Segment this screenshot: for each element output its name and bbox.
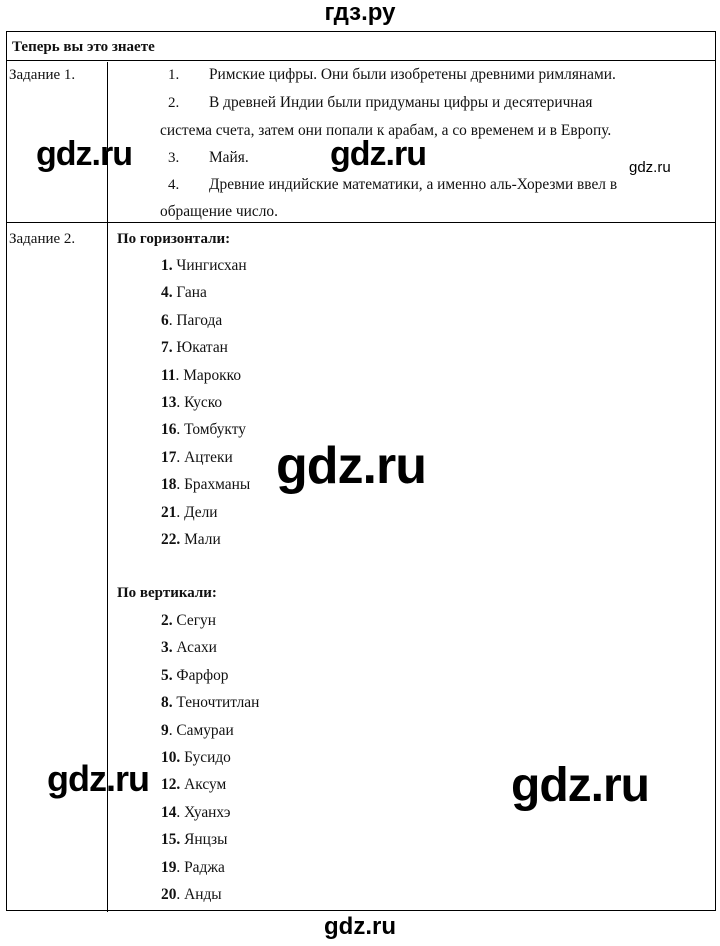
crossword-answer xyxy=(161,256,247,276)
watermark-logo: gdz.ru xyxy=(330,135,426,173)
answer-word: Аксум xyxy=(184,776,227,794)
answer-word: Хуанхэ xyxy=(184,803,231,821)
answer-number: 6 xyxy=(161,311,169,329)
crossword-answer xyxy=(161,503,218,523)
crossword-answer xyxy=(161,693,259,713)
task1-item-number: 2. xyxy=(168,95,180,111)
crossword-answer xyxy=(161,803,231,823)
section-title: Теперь вы это знаете xyxy=(12,39,155,55)
task1-item-number: 4. xyxy=(168,177,180,193)
crossword-answer xyxy=(161,311,222,331)
answer-word: Брахманы xyxy=(184,476,251,494)
watermark-logo: gdz.ru xyxy=(511,759,649,812)
task1-item-text: В древней Индии были придуманы цифры и десятеричная xyxy=(209,94,593,111)
crossword-answer xyxy=(161,775,226,795)
crossword-answer xyxy=(161,420,246,440)
answer-separator: . xyxy=(176,394,185,411)
answer-number: 7. xyxy=(161,339,173,357)
answer-word: Бусидо xyxy=(184,749,231,766)
answer-number: 18 xyxy=(161,476,177,494)
answer-word: Чингисхан xyxy=(176,257,247,274)
task1-item-number: 1. xyxy=(168,67,180,83)
answer-number: 10. xyxy=(161,749,181,766)
answer-number: 22. xyxy=(161,531,181,548)
task1-item-text: Майя. xyxy=(209,149,249,166)
answer-separator: . xyxy=(175,366,184,384)
answer-word: Пагода xyxy=(176,311,223,329)
watermark-logo: gdz.ru xyxy=(36,135,132,173)
answer-word: Янцзы xyxy=(184,831,228,849)
answer-word: Куско xyxy=(184,394,223,411)
answer-word: Фарфор xyxy=(176,666,229,684)
answer-separator: . xyxy=(176,503,185,521)
crossword-answer xyxy=(161,748,231,768)
answer-number: 1. xyxy=(161,257,173,274)
table-divider xyxy=(7,60,715,61)
answer-word: Марокко xyxy=(183,366,242,384)
crossword-answer xyxy=(161,530,221,550)
answer-number: 4. xyxy=(161,284,173,302)
answer-separator: . xyxy=(176,476,185,494)
horizontal-heading: По горизонтали: xyxy=(117,231,231,247)
answer-separator: . xyxy=(176,421,185,439)
answer-number: 21 xyxy=(161,503,177,521)
answer-word: Раджа xyxy=(184,858,225,876)
answer-word: Теночтитлан xyxy=(176,694,260,712)
answer-word: Самураи xyxy=(176,721,234,739)
task1-item-number: 3. xyxy=(168,150,180,166)
answer-number: 14 xyxy=(161,803,177,821)
answer-separator: . xyxy=(176,886,185,903)
vertical-heading: По вертикали: xyxy=(117,585,217,601)
crossword-answer xyxy=(161,885,222,905)
answer-number: 3. xyxy=(161,639,173,657)
task1-item-text: Древние индийские математики, а именно аль-Хорезми ввел в xyxy=(209,176,618,193)
answer-number: 11 xyxy=(161,366,176,384)
crossword-answer xyxy=(161,611,216,631)
watermark-logo: gdz.ru xyxy=(47,758,149,799)
answer-number: 5. xyxy=(161,666,173,684)
crossword-answer xyxy=(161,393,222,413)
crossword-answer xyxy=(161,830,227,850)
answer-number: 9 xyxy=(161,721,169,739)
answer-number: 16 xyxy=(161,421,177,439)
answer-word: Ацтеки xyxy=(184,448,233,466)
answer-word: Юкатан xyxy=(176,339,228,357)
watermark-logo: gdz.ru xyxy=(276,437,426,495)
answer-word: Гана xyxy=(176,284,207,302)
answer-number: 13 xyxy=(161,394,177,411)
answer-number: 19 xyxy=(161,858,177,876)
answer-number: 17 xyxy=(161,448,177,466)
table-divider xyxy=(7,222,715,223)
task1-item-text: обращение число. xyxy=(160,203,278,220)
answer-word: Томбукту xyxy=(184,421,246,439)
answer-separator: . xyxy=(176,803,185,821)
answer-word: Дели xyxy=(184,503,218,521)
crossword-answer xyxy=(161,338,228,358)
task1-label: Задание 1. xyxy=(9,67,76,83)
task1-item-text: Римские цифры. Они были изобретены древними римлянами. xyxy=(209,66,616,83)
answer-separator: . xyxy=(176,858,185,876)
answer-word: Анды xyxy=(184,886,222,903)
answer-separator: . xyxy=(168,721,177,739)
answer-number: 2. xyxy=(161,612,173,629)
site-header: гдз.ру xyxy=(324,0,396,26)
crossword-answer xyxy=(161,283,207,303)
crossword-answer xyxy=(161,721,234,741)
answer-word: Сегун xyxy=(176,612,216,629)
answer-word: Мали xyxy=(184,531,221,548)
crossword-answer xyxy=(161,475,250,495)
answer-separator: . xyxy=(168,311,177,329)
crossword-answer xyxy=(161,666,228,686)
answer-number: 8. xyxy=(161,694,173,712)
crossword-answer xyxy=(161,858,225,878)
answer-number: 15. xyxy=(161,831,181,849)
table-bottom-border xyxy=(7,910,715,911)
site-footer: gdz.ru xyxy=(324,913,396,940)
answer-number: 12. xyxy=(161,776,181,794)
task2-label: Задание 2. xyxy=(9,231,76,247)
answer-number: 20 xyxy=(161,886,177,903)
crossword-answer xyxy=(161,448,233,468)
crossword-answer xyxy=(161,638,217,658)
answer-word: Асахи xyxy=(176,639,217,657)
watermark-logo: gdz.ru xyxy=(629,159,671,176)
answer-separator: . xyxy=(176,448,185,466)
crossword-answer xyxy=(161,366,241,386)
task1-item-text: система счета, затем они попали к арабам, а со временем и в Европу. xyxy=(160,122,612,139)
